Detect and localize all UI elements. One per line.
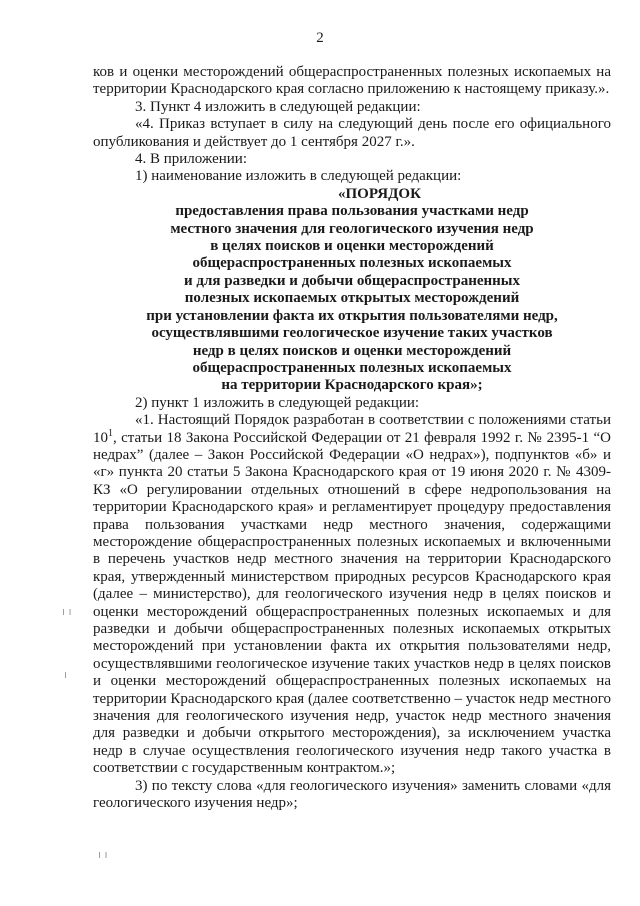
title-line: местного значения для геологического изучения недр — [170, 220, 534, 237]
document-title-main: «ПОРЯДОК — [338, 185, 421, 202]
title-line: недр в целях поисков и оценки месторождений — [192, 342, 512, 359]
title-line: при установлении факта их открытия пользователями недр, — [146, 307, 558, 324]
paragraph-item-3: 3. Пункт 4 изложить в следующей редакции: — [135, 98, 421, 115]
paragraph-subitem-3: 3) по тексту слова «для геологического изучения» заменить словами «для геологического изучения недр»; — [93, 777, 611, 812]
title-line: и для разведки и добычи общераспространенных — [183, 272, 520, 289]
page-number: 2 — [316, 30, 324, 46]
title-line: в целях поисков и оценки месторождений — [210, 238, 494, 255]
paragraph-subitem-2: 2) пункт 1 изложить в следующей редакции: — [135, 394, 420, 411]
scan-artifact-mark: ı ı — [98, 848, 108, 861]
paragraph-item-4-text: «4. Приказ вступает в силу на следующий день после его официального опубликования и действует до 1 сентября 2027 г.». — [93, 116, 611, 150]
title-line: общераспространенных полезных ископаемых — [192, 359, 512, 376]
title-line: полезных ископаемых открытых месторождений — [184, 290, 520, 307]
clause-1-start: «1. Настоящий Порядок разработан в соответствии с положениями статьи 10 — [93, 412, 611, 446]
title-line: на территории Краснодарского края»; — [221, 377, 483, 394]
paragraph-subitem-1: 1) наименование изложить в следующей редакции: — [135, 168, 462, 185]
paragraph-item-4: 4. В приложении: — [135, 151, 247, 168]
document-body — [93, 64, 611, 812]
paragraph-clause-1 — [93, 412, 611, 778]
document-title-lines — [93, 203, 611, 394]
title-line: осуществлявшими геологическое изучение таких участков — [151, 325, 553, 342]
paragraph-continuation: ков и оценки месторождений общераспространенных полезных ископаемых на территории Краснодарского края согласно приложению к настоящему приказу.». — [93, 64, 611, 98]
scan-artifact-mark: ı — [64, 668, 68, 681]
superscript: 1 — [108, 427, 113, 439]
clause-1-rest: , статьи 18 Закона Российской Федерации от 21 февраля 1992 г. № 2395-1 “О недрах” (далее – Закон Российской Федерации «О недрах»), подпунктов «б» и «г» пункта 20 статьи 5 Закона Краснодарского края от 19 июня 2020 г. № 4309-КЗ «О регулировании отдельных отношений в сфере недропользования на территории Краснодарского края» и регламентирует процедуру предоставления права пользования участками недр местного значения, содержащими месторождение общераспространенных полезных ископаемых и включенными в перечень участков недр местного значения на территории Краснодарского края, утвержденный министерством природных ресурсов Краснодарского края (далее – министерство), для геологического изучения недр в целях поисков и оценки месторождений общераспространенных полезных ископаемых и для разведки и добычи общераспространенных полезных ископаемых открытых месторождений при установлении факта их открытия пользователями недр, осуществлявшими геологическое изучение таких участков недр в целях поисков и оценки месторождений общераспространенных полезных ископаемых на территории Краснодарского края (далее соответственно – участок недр местного значения для геологического изучения недр, участок недр местного значения для разведки и добычи открытого месторождения), за исключением участка недр в случае осуществления геологического изучения недр такого участка в соответствии с государственным контрактом.»; — [93, 429, 611, 777]
scan-artifact-mark: ı ı — [62, 605, 72, 618]
title-line: общераспространенных полезных ископаемых — [192, 255, 512, 272]
title-line: предоставления права пользования участками недр — [175, 203, 529, 220]
